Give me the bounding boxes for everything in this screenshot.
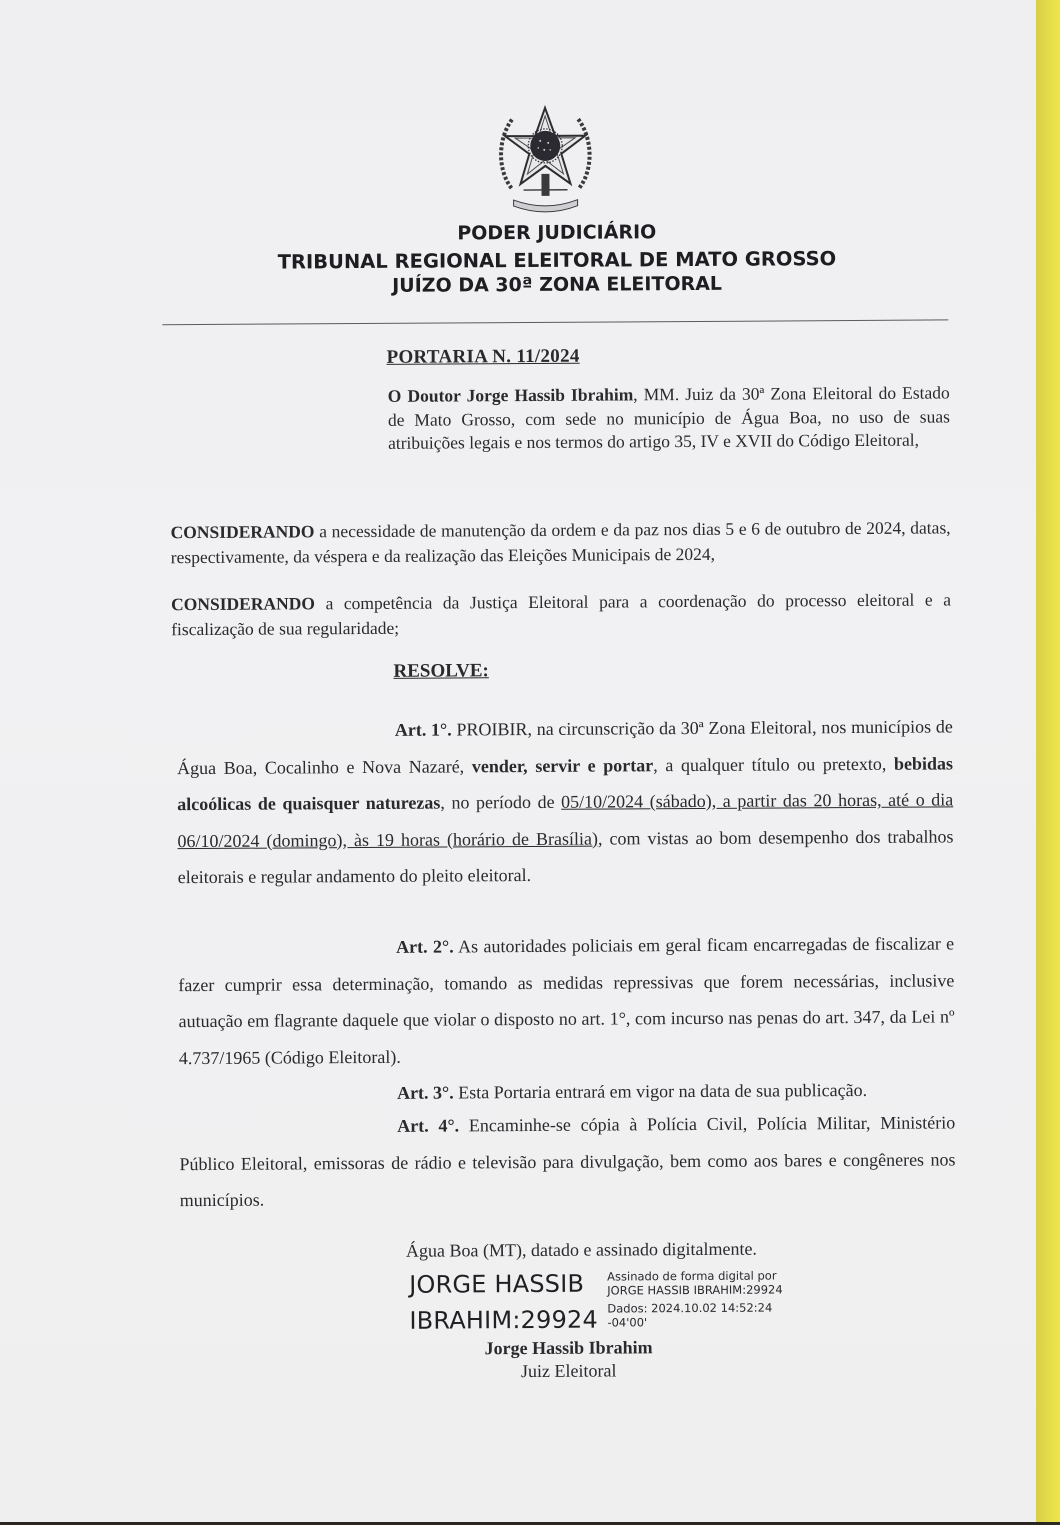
document-title: PORTARIA N. 11/2024 [386, 345, 580, 368]
signer-name: Jorge Hassib Ibrahim [484, 1337, 653, 1359]
article-1-text: , com vistas ao bom desempenho dos trabalhos eleitorais e regular andamento do pleito eleitoral. [177, 825, 954, 888]
brazil-coat-of-arms-icon [493, 100, 598, 219]
signature-meta-line: Dados: 2024.10.02 14:52:24 [607, 1300, 773, 1316]
signature-meta-line: JORGE HASSIB IBRAHIM:29924 [607, 1282, 783, 1298]
header-line-poder-judiciario: PODER JUDICIÁRIO [457, 221, 657, 245]
considerando-text: a competência da Justiça Eleitoral para a coordenação do processo eleitoral e a fiscalização de sua regularidade; [171, 589, 952, 640]
considerando-keyword: CONSIDERANDO [170, 521, 315, 543]
signature-place-date: Água Boa (MT), datado e assinado digitalmente. [405, 1238, 757, 1261]
considerando-paragraph-2 [171, 587, 951, 642]
intro-paragraph [388, 381, 950, 455]
article-3-text: Esta Portaria entrará em vigor na data de sua publicação. [453, 1079, 868, 1103]
signature-meta-line: -04'00' [607, 1315, 648, 1330]
article-1-label: Art. 1°. [394, 719, 452, 740]
article-3-label: Art. 3°. [396, 1082, 454, 1103]
digital-signature-name-line2: IBRAHIM:29924 [409, 1305, 599, 1335]
article-1-text: PROIBIR, na circunscrição da 30ª Zona Eleitoral, nos municípios de Água Boa, Cocalinho e Nova Nazaré, [176, 716, 953, 778]
signer-role: Juiz Eleitoral [520, 1360, 617, 1382]
considerando-keyword: CONSIDERANDO [170, 593, 316, 615]
digital-signature-block [409, 1264, 829, 1341]
article-1 [177, 708, 954, 895]
article-1-bold-prohibition: vender, servir e portar [471, 754, 654, 776]
header-line-juizo: JUÍZO DA 30ª ZONA ELEITORAL [392, 272, 723, 297]
signature-meta-line: Assinado de forma digital por [607, 1268, 777, 1284]
intro-text: , MM. Juiz da 30ª Zona Eleitoral do Estado de Mato Grosso, com sede no município de Água Boa, no uso de suas atribuições legais e nos termos do artigo 35, IV e XVII do Código Eleitoral, [387, 382, 950, 453]
header-divider [162, 319, 948, 325]
digital-signature-meta-top [607, 1268, 783, 1297]
article-2-text: As autoridades policiais em geral ficam encarregadas de fiscalizar e fazer cumprir essa determinação, tomando as medidas repressivas que forem necessárias, inclusive autuação em flagrante daquele que violar o disposto no art. 1°, com incurso nas penas do art. 347, da Lei nº 4.737/1965 (Código Eleitoral). [178, 933, 955, 1068]
resolve-heading: RESOLVE: [393, 660, 489, 682]
article-2 [178, 925, 955, 1076]
article-4 [179, 1104, 956, 1218]
judge-name-bold: O Doutor Jorge Hassib Ibrahim [387, 384, 634, 406]
article-1-bold-beverages: bebidas alcoólicas de quaisquer naturezas [177, 752, 954, 815]
article-1-period-underlined: 05/10/2024 (sábado), a partir das 20 horas, até o dia 06/10/2024 (domingo), às 19 horas (horário de Brasília) [177, 789, 954, 851]
header-line-tribunal: TRIBUNAL REGIONAL ELEITORAL DE MATO GROSSO [277, 247, 837, 274]
article-1-text: , no período de [440, 791, 562, 813]
article-4-label: Art. 4°. [397, 1115, 460, 1136]
considerando-text: a necessidade de manutenção da ordem e da paz nos dias 5 e 6 de outubro de 2024, datas, respectivamente, da véspera e da realização das Eleições Municipais de 2024, [170, 517, 951, 568]
considerando-paragraph-1 [171, 515, 951, 570]
digital-signature-meta-bottom [607, 1301, 772, 1330]
article-2-label: Art. 2°. [396, 936, 454, 957]
digital-signature-name-line1: JORGE HASSIB [409, 1269, 585, 1299]
article-1-text: , a qualquer título ou pretexto, [653, 753, 895, 775]
article-4-text: Encaminhe-se cópia à Polícia Civil, Polícia Militar, Ministério Público Eleitoral, emissoras de rádio e televisão para divulgação, bem como aos bares e congêneres nos municípios. [179, 1112, 956, 1211]
